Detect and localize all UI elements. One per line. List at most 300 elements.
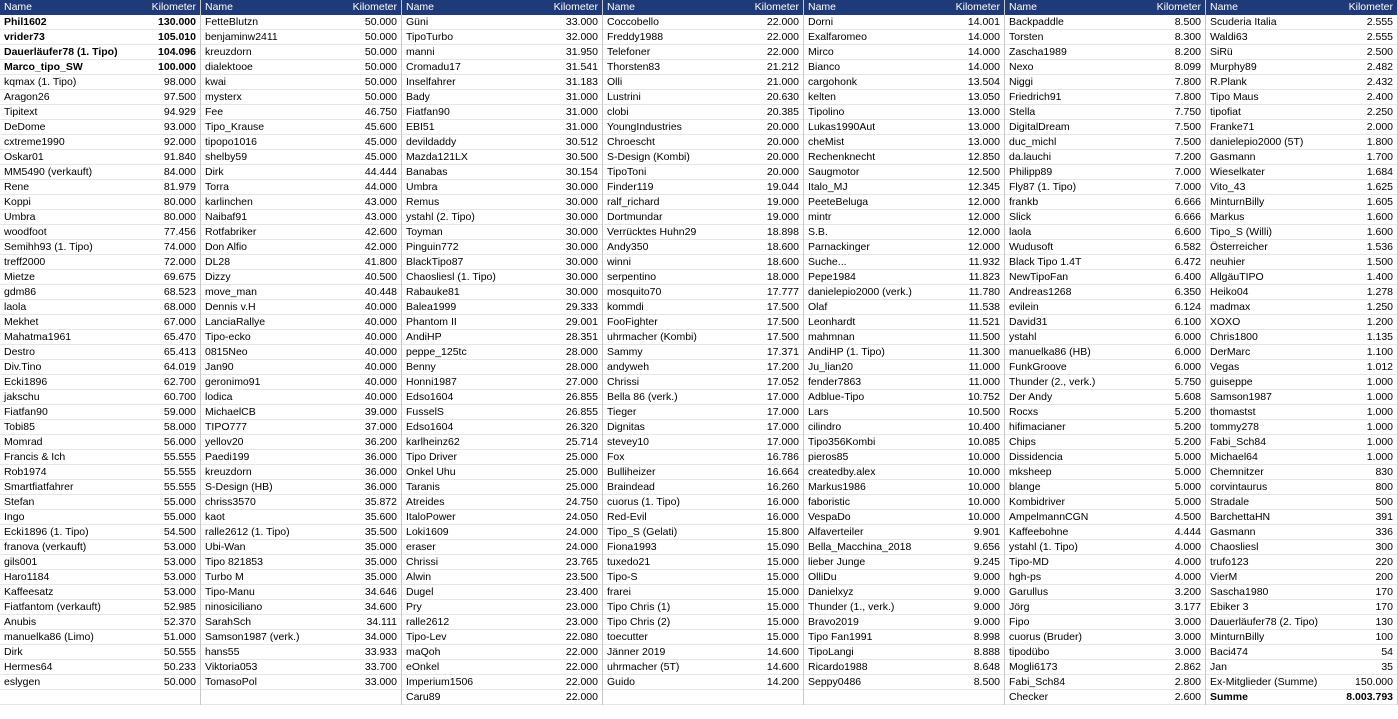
km-cell[interactable]: 5.000	[1174, 466, 1201, 478]
name-cell[interactable]: Fabi_Sch84	[1009, 676, 1066, 688]
km-cell[interactable]: 8.998	[973, 631, 1000, 643]
name-cell[interactable]: eraser	[406, 541, 436, 553]
name-cell[interactable]: S-Design (Kombi)	[607, 151, 690, 163]
km-cell[interactable]: 33.700	[364, 661, 397, 673]
header-km-cell[interactable]: Kilometer	[1156, 1, 1201, 13]
km-cell[interactable]: 44.444	[364, 166, 397, 178]
name-cell[interactable]: Semihh93 (1. Tipo)	[4, 241, 93, 253]
km-cell[interactable]: 1.000	[1366, 421, 1393, 433]
km-cell[interactable]: 21.000	[766, 76, 799, 88]
name-cell[interactable]: Ebiker 3	[1210, 601, 1249, 613]
name-cell[interactable]: Sammy	[607, 346, 643, 358]
name-cell[interactable]: cuorus (1. Tipo)	[607, 496, 680, 508]
name-cell[interactable]: Atreides	[406, 496, 445, 508]
name-cell[interactable]: manuelka86 (HB)	[1009, 346, 1091, 358]
name-cell[interactable]: Hermes64	[4, 661, 53, 673]
km-cell[interactable]: 55.555	[163, 481, 196, 493]
km-cell[interactable]: 2.482	[1366, 61, 1393, 73]
km-cell[interactable]: 4.444	[1174, 526, 1201, 538]
km-cell[interactable]: 55.555	[163, 451, 196, 463]
km-cell[interactable]: 65.470	[163, 331, 196, 343]
name-cell[interactable]: maQoh	[406, 646, 441, 658]
name-cell[interactable]: Chrissi	[406, 556, 439, 568]
km-cell[interactable]: 50.555	[163, 646, 196, 658]
km-cell[interactable]: 17.000	[766, 391, 799, 403]
name-cell[interactable]: peppe_125tc	[406, 346, 467, 358]
km-cell[interactable]: 12.500	[967, 166, 1000, 178]
km-cell[interactable]: 42.000	[364, 241, 397, 253]
name-cell[interactable]: Andreas1268	[1009, 286, 1072, 298]
km-cell[interactable]: 17.000	[766, 406, 799, 418]
header-km-cell[interactable]: Kilometer	[955, 1, 1000, 13]
name-cell[interactable]: neuhier	[1210, 256, 1246, 268]
header-name-cell[interactable]: Name	[205, 1, 234, 13]
km-cell[interactable]: 1.800	[1366, 136, 1393, 148]
km-cell[interactable]: 77.456	[163, 226, 196, 238]
km-cell[interactable]: 43.000	[364, 211, 397, 223]
km-cell[interactable]: 7.000	[1174, 166, 1201, 178]
name-cell[interactable]: DerMarc	[1210, 346, 1251, 358]
km-cell[interactable]: 7.800	[1174, 91, 1201, 103]
km-cell[interactable]: 18.898	[766, 226, 799, 238]
km-cell[interactable]: 22.000	[766, 31, 799, 43]
km-cell[interactable]: 15.000	[766, 571, 799, 583]
km-cell[interactable]: 16.786	[766, 451, 799, 463]
km-cell[interactable]: 11.521	[968, 316, 1000, 328]
name-cell[interactable]: Lars	[808, 406, 829, 418]
name-cell[interactable]: Rabauke81	[406, 286, 460, 298]
name-cell[interactable]: Scuderia Italia	[1210, 16, 1277, 28]
km-cell[interactable]: 16.664	[766, 466, 799, 478]
name-cell[interactable]: Ecki1896 (1. Tipo)	[4, 526, 89, 538]
name-cell[interactable]: frarei	[607, 586, 631, 598]
km-cell[interactable]: 6.124	[1174, 301, 1201, 313]
name-cell[interactable]: AndiHP (1. Tipo)	[808, 346, 885, 358]
km-cell[interactable]: 45.000	[364, 136, 397, 148]
name-cell[interactable]: karlinchen	[205, 196, 253, 208]
name-cell[interactable]: Fiatfan90	[4, 406, 48, 418]
name-cell[interactable]: Bella_Macchina_2018	[808, 541, 912, 553]
name-cell[interactable]: cheMist	[808, 136, 845, 148]
km-cell[interactable]: 97.500	[163, 91, 196, 103]
km-cell[interactable]: 72.000	[163, 256, 196, 268]
km-cell[interactable]: 14.600	[766, 646, 799, 658]
km-cell[interactable]: 25.000	[565, 466, 598, 478]
name-cell[interactable]: Summe	[1210, 691, 1248, 703]
name-cell[interactable]: Leonhardt	[808, 316, 856, 328]
name-cell[interactable]: LanciaRallye	[205, 316, 266, 328]
name-cell[interactable]: Wieselkater	[1210, 166, 1265, 178]
km-cell[interactable]: 6.600	[1174, 226, 1201, 238]
km-cell[interactable]: 24.050	[565, 511, 598, 523]
name-cell[interactable]: Dirk	[205, 166, 224, 178]
header-km-cell[interactable]: Kilometer	[553, 1, 598, 13]
name-cell[interactable]: ystahl (1. Tipo)	[1009, 541, 1078, 553]
km-cell[interactable]: 10.000	[967, 511, 1000, 523]
km-cell[interactable]: 16.260	[766, 481, 799, 493]
km-cell[interactable]: 3.000	[1174, 631, 1201, 643]
km-cell[interactable]: 21.212	[766, 61, 799, 73]
name-cell[interactable]: Phantom II	[406, 316, 457, 328]
km-cell[interactable]: 11.000	[968, 361, 1000, 373]
name-cell[interactable]: mysterx	[205, 91, 242, 103]
name-cell[interactable]: lieber Junge	[808, 556, 866, 568]
name-cell[interactable]: gils001	[4, 556, 38, 568]
km-cell[interactable]: 31.183	[565, 76, 598, 88]
km-cell[interactable]: 1.605	[1366, 196, 1393, 208]
km-cell[interactable]: 11.000	[968, 376, 1000, 388]
name-cell[interactable]: Jan	[1210, 661, 1227, 673]
km-cell[interactable]: 34.600	[364, 601, 397, 613]
name-cell[interactable]: Bella 86 (verk.)	[607, 391, 678, 403]
name-cell[interactable]: Jan90	[205, 361, 234, 373]
km-cell[interactable]: 18.600	[766, 256, 799, 268]
name-cell[interactable]: Stefan	[4, 496, 35, 508]
name-cell[interactable]: uhrmacher (5T)	[607, 661, 680, 673]
km-cell[interactable]: 170	[1375, 586, 1393, 598]
name-cell[interactable]: Tipo-MD	[1009, 556, 1049, 568]
name-cell[interactable]: Thorsten83	[607, 61, 661, 73]
name-cell[interactable]: Markus1986	[808, 481, 866, 493]
name-cell[interactable]: Bianco	[808, 61, 841, 73]
name-cell[interactable]: Ex-Mitglieder (Summe)	[1210, 676, 1318, 688]
km-cell[interactable]: 800	[1375, 481, 1393, 493]
name-cell[interactable]: tipofiat	[1210, 106, 1241, 118]
name-cell[interactable]: Dorni	[808, 16, 834, 28]
km-cell[interactable]: 8.648	[973, 661, 1000, 673]
name-cell[interactable]: Dizzy	[205, 271, 231, 283]
name-cell[interactable]: Murphy89	[1210, 61, 1257, 73]
name-cell[interactable]: Umbra	[406, 181, 438, 193]
km-cell[interactable]: 830	[1375, 466, 1393, 478]
name-cell[interactable]: kommdi	[607, 301, 644, 313]
name-cell[interactable]: Destro	[4, 346, 35, 358]
header-name-cell[interactable]: Name	[607, 1, 636, 13]
name-cell[interactable]: Rocxs	[1009, 406, 1039, 418]
name-cell[interactable]: danielepio2000 (verk.)	[808, 286, 912, 298]
name-cell[interactable]: Jörg	[1009, 601, 1030, 613]
km-cell[interactable]: 25.714	[565, 436, 598, 448]
km-cell[interactable]: 9.000	[973, 616, 1000, 628]
name-cell[interactable]: Wudusoft	[1009, 241, 1054, 253]
name-cell[interactable]: yellov20	[205, 436, 244, 448]
km-cell[interactable]: 35.000	[364, 556, 397, 568]
name-cell[interactable]: da.lauchi	[1009, 151, 1052, 163]
km-cell[interactable]: 8.500	[1174, 16, 1201, 28]
km-cell[interactable]: 2.862	[1174, 661, 1201, 673]
name-cell[interactable]: pieros85	[808, 451, 849, 463]
km-cell[interactable]: 24.000	[565, 526, 598, 538]
km-cell[interactable]: 14.000	[967, 31, 1000, 43]
name-cell[interactable]: laola	[4, 301, 27, 313]
km-cell[interactable]: 4.000	[1174, 541, 1201, 553]
km-cell[interactable]: 30.500	[565, 151, 598, 163]
km-cell[interactable]: 6.400	[1174, 271, 1201, 283]
km-cell[interactable]: 1.500	[1366, 256, 1393, 268]
name-cell[interactable]: Imperium1506	[406, 676, 474, 688]
name-cell[interactable]: Dugel	[406, 586, 434, 598]
km-cell[interactable]: 10.000	[967, 496, 1000, 508]
km-cell[interactable]: 62.700	[163, 376, 196, 388]
km-cell[interactable]: 50.000	[364, 16, 397, 28]
km-cell[interactable]: 44.000	[364, 181, 397, 193]
name-cell[interactable]: Torra	[205, 181, 229, 193]
name-cell[interactable]: Seppy0486	[808, 676, 862, 688]
km-cell[interactable]: 9.000	[973, 601, 1000, 613]
name-cell[interactable]: Gasmann	[1210, 526, 1256, 538]
name-cell[interactable]: Edso1604	[406, 391, 454, 403]
km-cell[interactable]: 12.000	[967, 241, 1000, 253]
name-cell[interactable]: EBI51	[406, 121, 435, 133]
name-cell[interactable]: Zascha1989	[1009, 46, 1067, 58]
km-cell[interactable]: 17.371	[766, 346, 799, 358]
name-cell[interactable]: Tipo 821853	[205, 556, 263, 568]
name-cell[interactable]: Bulliheizer	[607, 466, 656, 478]
name-cell[interactable]: ninosiciliano	[205, 601, 263, 613]
km-cell[interactable]: 40.448	[364, 286, 397, 298]
name-cell[interactable]: Francis & Ich	[4, 451, 66, 463]
header-name-cell[interactable]: Name	[808, 1, 837, 13]
name-cell[interactable]	[201, 690, 323, 704]
name-cell[interactable]: Vegas	[1210, 361, 1240, 373]
km-cell[interactable]: 6.350	[1174, 286, 1201, 298]
km-cell[interactable]: 6.666	[1174, 211, 1201, 223]
name-cell[interactable]: Philipp89	[1009, 166, 1053, 178]
name-cell[interactable]: hans55	[205, 646, 240, 658]
km-cell[interactable]: 24.750	[565, 496, 598, 508]
km-cell[interactable]: 20.000	[766, 136, 799, 148]
km-cell[interactable]: 33.933	[364, 646, 397, 658]
name-cell[interactable]: mosquito70	[607, 286, 662, 298]
km-cell[interactable]: 10.000	[967, 481, 1000, 493]
km-cell[interactable]: 15.000	[766, 556, 799, 568]
km-cell[interactable]: 15.800	[766, 526, 799, 538]
name-cell[interactable]: Viktoria053	[205, 661, 258, 673]
km-cell[interactable]: 17.500	[766, 331, 799, 343]
name-cell[interactable]: geronimo91	[205, 376, 261, 388]
km-cell[interactable]: 30.512	[565, 136, 598, 148]
name-cell[interactable]: Chris1800	[1210, 331, 1258, 343]
name-cell[interactable]	[603, 690, 725, 704]
km-cell[interactable]: 1.684	[1366, 166, 1393, 178]
name-cell[interactable]: MinturnBilly	[1210, 196, 1265, 208]
name-cell[interactable]: Saugmotor	[808, 166, 860, 178]
header-km-cell[interactable]: Kilometer	[352, 1, 397, 13]
km-cell[interactable]: 25.000	[565, 451, 598, 463]
name-cell[interactable]: evilein	[1009, 301, 1039, 313]
name-cell[interactable]: Danielxyz	[808, 586, 854, 598]
name-cell[interactable]: createdby.alex	[808, 466, 876, 478]
km-cell[interactable]: 35.000	[364, 541, 397, 553]
name-cell[interactable]: Pepe1984	[808, 271, 856, 283]
km-cell[interactable]: 43.000	[364, 196, 397, 208]
km-cell[interactable]: 9.901	[973, 526, 1000, 538]
km-cell[interactable]: 2.432	[1366, 76, 1393, 88]
name-cell[interactable]: Black Tipo 1.4T	[1009, 256, 1082, 268]
km-cell[interactable]: 6.100	[1174, 316, 1201, 328]
km-cell[interactable]: 17.500	[766, 301, 799, 313]
name-cell[interactable]: Waldi63	[1210, 31, 1248, 43]
km-cell[interactable]: 100.000	[158, 61, 196, 73]
km-cell[interactable]: 10.085	[967, 436, 1000, 448]
name-cell[interactable]: Verrücktes Huhn29	[607, 226, 697, 238]
name-cell[interactable]: Checker	[1009, 691, 1049, 703]
name-cell[interactable]: laola	[1009, 226, 1032, 238]
name-cell[interactable]: Aragon26	[4, 91, 50, 103]
name-cell[interactable]: Tipo-ecko	[205, 331, 251, 343]
km-cell[interactable]: 36.000	[364, 466, 397, 478]
name-cell[interactable]: Dennis v.H	[205, 301, 256, 313]
name-cell[interactable]: Sascha1980	[1210, 586, 1269, 598]
name-cell[interactable]: Mirco	[808, 46, 834, 58]
name-cell[interactable]: kwai	[205, 76, 227, 88]
km-cell[interactable]: 13.050	[967, 91, 1000, 103]
name-cell[interactable]: eOnkel	[406, 661, 440, 673]
name-cell[interactable]: SiRü	[1210, 46, 1233, 58]
name-cell[interactable]: Lustrini	[607, 91, 641, 103]
name-cell[interactable]: Nexo	[1009, 61, 1034, 73]
name-cell[interactable]: Caru89	[406, 691, 441, 703]
name-cell[interactable]: MM5490 (verkauft)	[4, 166, 93, 178]
name-cell[interactable]: tipopo1016	[205, 136, 257, 148]
km-cell[interactable]: 10.752	[967, 391, 1000, 403]
name-cell[interactable]: hifimacianer	[1009, 421, 1066, 433]
name-cell[interactable]: Fiona1993	[607, 541, 657, 553]
name-cell[interactable]: Haro1184	[4, 571, 50, 583]
name-cell[interactable]: Rene	[4, 181, 30, 193]
km-cell[interactable]: 12.850	[967, 151, 1000, 163]
name-cell[interactable]: TipoToni	[607, 166, 647, 178]
km-cell[interactable]: 20.000	[766, 121, 799, 133]
km-cell[interactable]: 80.000	[163, 196, 196, 208]
km-cell[interactable]: 16.000	[766, 511, 799, 523]
km-cell[interactable]: 26.855	[565, 391, 598, 403]
km-cell[interactable]: 11.780	[968, 286, 1000, 298]
name-cell[interactable]: Chemnitzer	[1210, 466, 1264, 478]
name-cell[interactable]: Italo_MJ	[808, 181, 848, 193]
name-cell[interactable]: SarahSch	[205, 616, 252, 628]
name-cell[interactable]: DeDome	[4, 121, 46, 133]
km-cell[interactable]: 1.100	[1366, 346, 1393, 358]
km-cell[interactable]: 39.000	[364, 406, 397, 418]
name-cell[interactable]: Marco_tipo_SW	[4, 61, 83, 73]
name-cell[interactable]: Backpaddle	[1009, 16, 1064, 28]
km-cell[interactable]: 1.000	[1366, 406, 1393, 418]
name-cell[interactable]: Tipo Fan1991	[808, 631, 873, 643]
km-cell[interactable]: 23.765	[565, 556, 598, 568]
name-cell[interactable]: TipoLangi	[808, 646, 854, 658]
name-cell[interactable]: andyweh	[607, 361, 650, 373]
name-cell[interactable]: Thunder (2., verk.)	[1009, 376, 1096, 388]
km-cell[interactable]: 5.000	[1174, 496, 1201, 508]
name-cell[interactable]: AndiHP	[406, 331, 442, 343]
km-cell[interactable]: 30.000	[565, 271, 598, 283]
name-cell[interactable]: Div.Tino	[4, 361, 42, 373]
name-cell[interactable]: VespaDo	[808, 511, 851, 523]
name-cell[interactable]: vrider73	[4, 31, 45, 43]
km-cell[interactable]: 50.233	[163, 661, 196, 673]
km-cell[interactable]: 30.000	[565, 181, 598, 193]
name-cell[interactable]: hgh-ps	[1009, 571, 1042, 583]
name-cell[interactable]: David31	[1009, 316, 1048, 328]
name-cell[interactable]: lodica	[205, 391, 233, 403]
km-cell[interactable]: 8.500	[973, 676, 1000, 688]
km-cell[interactable]: 7.500	[1174, 136, 1201, 148]
name-cell[interactable]: Olaf	[808, 301, 828, 313]
name-cell[interactable]: duc_michl	[1009, 136, 1057, 148]
km-cell[interactable]: 391	[1375, 511, 1393, 523]
name-cell[interactable]: Honni1987	[406, 376, 457, 388]
name-cell[interactable]: Edso1604	[406, 421, 454, 433]
km-cell[interactable]: 33.000	[565, 16, 598, 28]
name-cell[interactable]: Michael64	[1210, 451, 1258, 463]
km-cell[interactable]: 11.538	[968, 301, 1000, 313]
km-cell[interactable]: 26.320	[565, 421, 598, 433]
name-cell[interactable]: Tipo_S (Gelati)	[607, 526, 678, 538]
name-cell[interactable]: S-Design (HB)	[205, 481, 273, 493]
km-cell[interactable]: 12.000	[967, 226, 1000, 238]
name-cell[interactable]: Fly87 (1. Tipo)	[1009, 181, 1077, 193]
name-cell[interactable]: NewTipoFan	[1009, 271, 1069, 283]
km-cell[interactable]: 1.012	[1366, 361, 1393, 373]
name-cell[interactable]: karlheinz62	[406, 436, 460, 448]
km-cell[interactable]: 5.200	[1174, 436, 1201, 448]
name-cell[interactable]: guiseppe	[1210, 376, 1253, 388]
name-cell[interactable]: blange	[1009, 481, 1041, 493]
km-cell[interactable]: 45.000	[364, 151, 397, 163]
name-cell[interactable]: trufo123	[1210, 556, 1249, 568]
name-cell[interactable]: Fee	[205, 106, 224, 118]
km-cell[interactable]: 52.985	[163, 601, 196, 613]
name-cell[interactable]: Jänner 2019	[607, 646, 666, 658]
name-cell[interactable]: Franke71	[1210, 121, 1255, 133]
km-cell[interactable]: 1.135	[1366, 331, 1393, 343]
name-cell[interactable]: Gasmann	[1210, 151, 1256, 163]
name-cell[interactable]: faboristic	[808, 496, 851, 508]
name-cell[interactable]: Exalfaromeo	[808, 31, 867, 43]
name-cell[interactable]: Fipo	[1009, 616, 1030, 628]
km-cell[interactable]: 130	[1375, 616, 1393, 628]
name-cell[interactable]: Onkel Uhu	[406, 466, 456, 478]
name-cell[interactable]: S.B.	[808, 226, 828, 238]
km-cell[interactable]: 18.000	[766, 271, 799, 283]
km-cell[interactable]: 46.750	[364, 106, 397, 118]
name-cell[interactable]: TomasoPol	[205, 676, 257, 688]
name-cell[interactable]: Pry	[406, 601, 422, 613]
name-cell[interactable]: cxtreme1990	[4, 136, 65, 148]
km-cell[interactable]: 3.200	[1174, 586, 1201, 598]
name-cell[interactable]: Alwin	[406, 571, 432, 583]
name-cell[interactable]: treff2000	[4, 256, 46, 268]
km-cell[interactable]: 19.000	[766, 211, 799, 223]
name-cell[interactable]: tipodübo	[1009, 646, 1050, 658]
name-cell[interactable]: Suche...	[808, 256, 847, 268]
name-cell[interactable]: Cromadu17	[406, 61, 461, 73]
km-cell[interactable]: 64.019	[163, 361, 196, 373]
km-cell[interactable]: 36.000	[364, 481, 397, 493]
km-cell[interactable]: 17.052	[766, 376, 799, 388]
name-cell[interactable]: jakschu	[4, 391, 40, 403]
name-cell[interactable]: Vito_43	[1210, 181, 1246, 193]
header-km-cell[interactable]: Kilometer	[1348, 1, 1393, 13]
km-cell[interactable]: 23.400	[565, 586, 598, 598]
name-cell[interactable]: Tipo-S	[607, 571, 638, 583]
km-cell[interactable]: 92.000	[163, 136, 196, 148]
km-cell[interactable]: 30.000	[565, 241, 598, 253]
km-cell[interactable]: 42.600	[364, 226, 397, 238]
km-cell[interactable]: 28.000	[565, 361, 598, 373]
name-cell[interactable]: manuelka86 (Limo)	[4, 631, 94, 643]
